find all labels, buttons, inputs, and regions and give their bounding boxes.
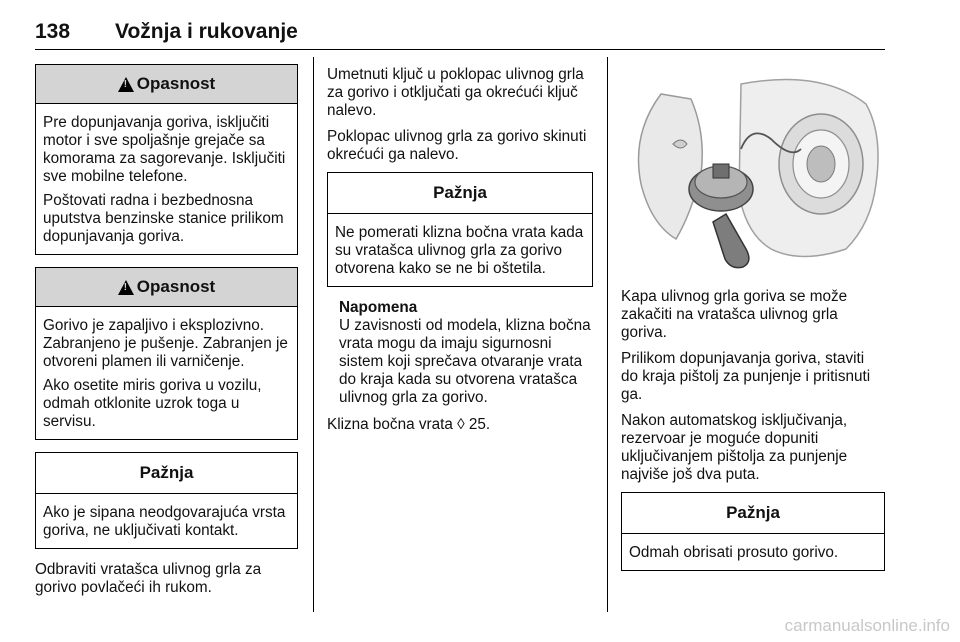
caution-box (621, 492, 885, 571)
column-1 (35, 64, 298, 605)
danger-box-heading: ! Opasnost (36, 65, 297, 104)
column-divider (313, 57, 314, 612)
page-number: 138 (35, 20, 71, 43)
note-title: Napomena (339, 299, 418, 316)
warning-triangle-icon (118, 77, 134, 92)
caution-box-heading: Pažnja (36, 453, 297, 494)
caution-box (35, 452, 298, 549)
caution-box-heading: Pažnja (622, 493, 884, 534)
note-block (327, 299, 593, 407)
body-paragraph: Nakon automatskog isključivanja, rezervoar je moguće dopuniti uključivanjem pištolja za punjenje najviše još dva puta. (621, 412, 848, 483)
body-paragraph: Poklopac ulivnog grla za gorivo skinuti okrećući ga nalevo. (327, 128, 587, 163)
danger-box-body: Gorivo je zapaljivo i eksplozivno. Zabranjeno je pušenje. Zabranjen je otvoreni plamen ili varničenje. Ako osetite miris goriva u vozilu, odmah otklonite uzrok toga u servisu. (43, 317, 288, 430)
fuel-cap-illustration (621, 64, 885, 276)
cross-reference: Klizna bočna vrata ◊ 25. (327, 416, 491, 433)
danger-box-heading: ! Opasnost (36, 268, 297, 307)
caution-box-heading: Pažnja (328, 173, 592, 214)
column-2 (327, 66, 593, 442)
header-rule (35, 49, 885, 50)
column-3 (621, 64, 885, 583)
caution-box (327, 172, 593, 287)
column-divider (607, 57, 608, 612)
body-paragraph: Kapa ulivnog grla goriva se može zakačiti na vratašca ulivnog grla goriva. (621, 288, 848, 341)
danger-box-body: Pre dopunjavanja goriva, isključiti motor i sve spoljašnje grejače sa komorama za sagorevanje. Isključiti sve mobilne telefone. Poštovati radna i bezbednosna uputstva benzinske stanice prilikom dopunjavanja goriva. (43, 114, 286, 245)
warning-triangle-icon (118, 280, 134, 295)
body-paragraph: Prilikom dopunjavanja goriva, staviti do kraja pištolj za punjenje i pritisnuti ga. (621, 350, 871, 403)
note-text: U zavisnosti od modela, klizna bočna vrata mogu da imaju sigurnosni sistem koji sprečava otvaranje vrata do kraja kada su otvorena vratašca ulivnog grla za gorivo. (339, 317, 591, 406)
body-paragraph: Umetnuti ključ u poklopac ulivnog grla za gorivo i otključati ga okrećući ključ nalevo. (327, 66, 584, 119)
page-header (35, 20, 885, 50)
body-paragraph: Odbraviti vratašca ulivnog grla za gorivo povlačeći ih rukom. (35, 561, 262, 596)
fuel-cap-drawing (621, 64, 885, 276)
caution-box-body: Ne pomerati klizna bočna vrata kada su vratašca ulivnog grla za gorivo otvorena kako se ne bi oštetila. (335, 224, 584, 277)
page-title: Vožnja i rukovanje (115, 20, 298, 43)
caution-box-body: Ako je sipana neodgovarajuća vrsta goriva, ne uključivati kontakt. (43, 504, 286, 539)
watermark-text: carmanualsonline.info (784, 616, 950, 635)
caution-box-body: Odmah obrisati prosuto gorivo. (629, 544, 839, 561)
danger-box (35, 267, 298, 440)
danger-box (35, 64, 298, 255)
